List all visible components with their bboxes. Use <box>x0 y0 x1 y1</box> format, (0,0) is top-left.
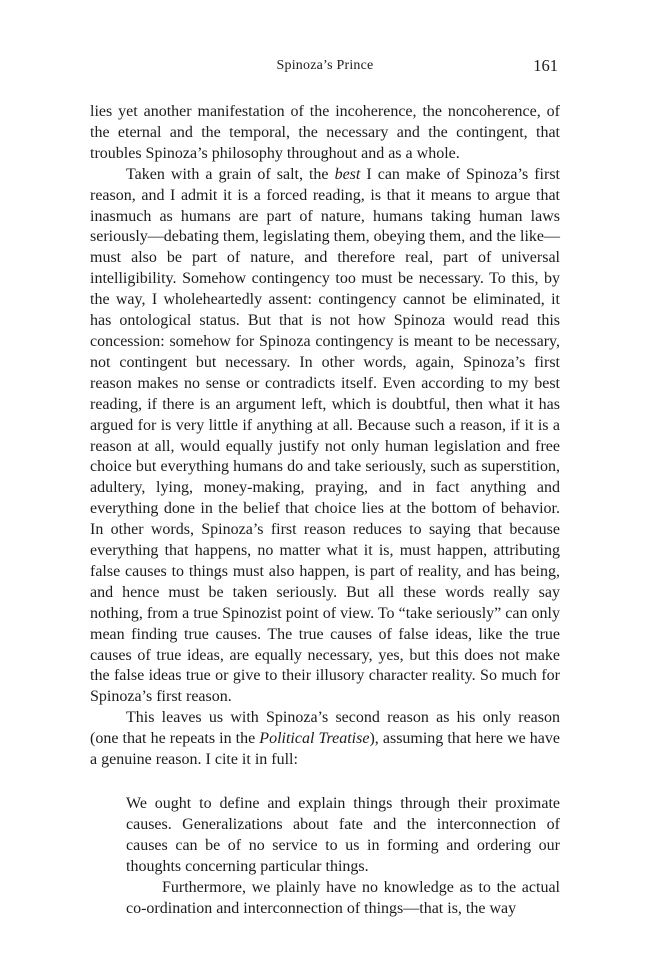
body-text <box>90 102 560 919</box>
page-number: 161 <box>533 56 558 75</box>
paragraph <box>90 102 560 165</box>
text-run: ), assuming that here we have a genuine reason. I cite it in full: <box>90 730 560 769</box>
text-run: Taken with a grain of salt, the <box>126 165 335 183</box>
text-run: This leaves us with Spinoza’s second reason as his only reason (one that he repeats in the <box>90 709 560 748</box>
emphasis: best <box>334 165 361 183</box>
paragraph <box>90 165 560 709</box>
block-quote <box>126 794 560 919</box>
quote-paragraph: We ought to define and explain things through their proximate causes. Generalizations about fate and the interconnection of causes can be of no service to us in forming and ordering our thoughts concerning particular things. <box>126 795 560 875</box>
quote-paragraph: Furthermore, we plainly have no knowledge as to the actual co-ordination and interconnection of things—that is, the way <box>126 878 560 917</box>
text-run: I can make of Spinoza’s first reason, and I admit it is a forced reading, is that it means to argue that inasmuch as humans are part of nature, humans taking human laws seriously—debating them, legislating them, obeying them, and the like—must also be part of nature, and therefore real, part of universal intelligibility. Somehow contingency too must be necessary. To this, by the way, I wholeheartedly assent: contingency cannot be eliminated, it has ontological status. But that is not how Spinoza would read this concession: somehow for Spinoza contingency is meant to be necessary, not contingent but necessary. In other words, again, Spinoza’s first reason makes no sense or contradicts itself. Even according to my best reading, if there is an argument left, which is doubtful, then what it has argued for is very little if anything at all. Because such a reason, if it is a reason at all, would equally justify not only human legislation and free choice but everything humans do and take seriously, such as superstition, adultery, lying, money-making, praying, and in fact anything and everything done in the belief that choice lies at the bottom of behavior. In other words, Spinoza’s first reason reduces to saying that because everything that happens, no matter what it is, must happen, attributing false causes to things must also happen, is part of reality, and has being, and hence must be taken seriously. But all these words really say nothing, from a true Spinozist point of view. To “take seriously” can only mean finding true causes. The true causes of false ideas, like the true causes of true ideas, are equally necessary, yes, but this does not make the false ideas true or give to their illusory character reality. So much for Spinoza’s first reason. <box>90 165 561 706</box>
paragraph <box>90 708 560 771</box>
page-header <box>90 54 560 78</box>
book-title: Political Treatise <box>259 730 370 748</box>
text-run: lies yet another manifestation of the incoherence, the noncoherence, of the eternal and the temporal, the necessary and the contingent, that troubles Spinoza’s philosophy throughout and as a whole. <box>90 103 560 162</box>
running-head: Spinoza’s Prince <box>276 58 374 73</box>
